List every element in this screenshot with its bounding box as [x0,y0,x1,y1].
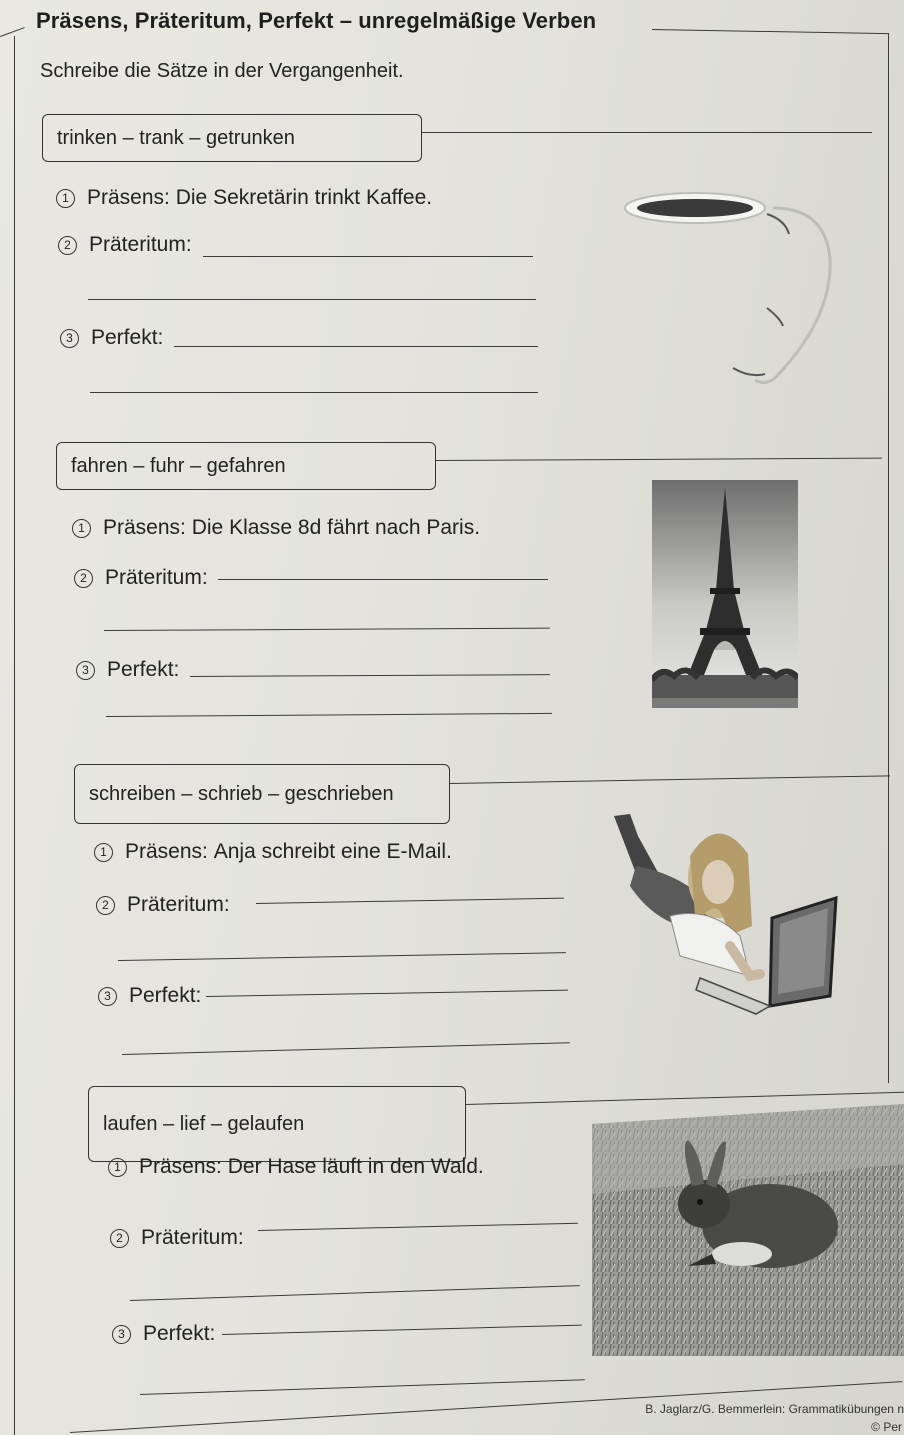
number-circle: 1 [94,843,113,862]
answer-line[interactable] [258,1223,578,1231]
verb-box-schreiben: schreiben – schrieb – geschrieben [74,764,450,824]
frame-line [0,27,25,37]
number-circle: 3 [60,329,79,348]
verb-box-laufen: laufen – lief – gelaufen [88,1086,466,1162]
coffee-cup-icon [615,168,840,393]
praeteritum-label: Präteritum: [105,566,208,589]
answer-line[interactable] [206,990,568,997]
frame-line [652,29,888,34]
perfekt-label: Perfekt: [143,1322,216,1345]
answer-line[interactable] [118,952,566,961]
worksheet-title: Präsens, Präteritum, Perfekt – unregelmäßige Verben [36,8,597,33]
answer-line[interactable] [222,1325,582,1335]
answer-line[interactable] [190,674,550,677]
praesens-label: Präsens: [87,186,170,209]
number-circle: 1 [56,189,75,208]
number-circle: 2 [74,569,93,588]
number-circle: 3 [98,987,117,1006]
perfekt-row [98,984,201,1008]
number-circle: 3 [112,1325,131,1344]
praesens-row [56,186,432,210]
number-circle: 1 [108,1158,127,1177]
answer-line[interactable] [140,1379,585,1395]
praesens-sentence: Anja schreibt eine E-Mail. [213,840,452,863]
rabbit-icon [592,1104,904,1356]
praesens-sentence: Die Sekretärin trinkt Kaffee. [175,186,433,209]
praesens-sentence: Der Hase läuft in den Wald. [227,1155,484,1178]
praeteritum-label: Präteritum: [89,233,192,256]
praesens-row [94,840,452,864]
footer-copyright: © Per [871,1420,902,1434]
number-circle: 2 [96,896,115,915]
verb-box-fahren: fahren – fuhr – gefahren [56,442,436,490]
perfekt-label: Perfekt: [129,984,202,1007]
perfekt-row [76,658,179,682]
instruction-text: Schreibe die Sätze in der Vergangenheit. [40,60,404,82]
praeteritum-label: Präteritum: [141,1226,244,1249]
praeteritum-row [58,233,192,257]
number-circle: 2 [58,236,77,255]
answer-line[interactable] [174,346,538,347]
perfekt-label: Perfekt: [91,326,164,349]
box-rule [450,775,890,784]
answer-line[interactable] [122,1042,570,1055]
girl-with-laptop-icon [600,806,845,1021]
number-circle: 2 [110,1229,129,1248]
box-rule [436,458,882,461]
praesens-label: Präsens: [125,840,208,863]
number-circle: 1 [72,519,91,538]
box-rule [466,1092,904,1105]
frame-line [888,33,889,1083]
perfekt-row [112,1322,215,1346]
answer-line[interactable] [256,898,564,904]
verb-box-trinken: trinken – trank – getrunken [42,114,422,162]
eiffel-tower-icon [652,480,798,708]
perfekt-label: Perfekt: [107,658,180,681]
answer-line[interactable] [130,1285,580,1301]
praesens-row [108,1155,484,1179]
praeteritum-row [96,893,230,917]
answer-line[interactable] [203,256,533,257]
answer-line[interactable] [218,579,548,580]
praesens-label: Präsens: [139,1155,222,1178]
praesens-sentence: Die Klasse 8d fährt nach Paris. [191,516,481,539]
perfekt-row [60,326,163,350]
box-rule [422,132,872,133]
answer-line[interactable] [88,299,536,300]
number-circle: 3 [76,661,95,680]
praeteritum-row [74,566,208,590]
praeteritum-row [110,1226,244,1250]
frame-line [14,36,15,1435]
answer-line[interactable] [90,392,538,393]
praeteritum-label: Präteritum: [127,893,230,916]
answer-line[interactable] [104,628,550,631]
answer-line[interactable] [106,713,552,717]
footer-credit: B. Jaglarz/G. Bemmerlein: Grammatikübungen n [645,1402,904,1416]
praesens-label: Präsens: [103,516,186,539]
praesens-row [72,516,480,540]
